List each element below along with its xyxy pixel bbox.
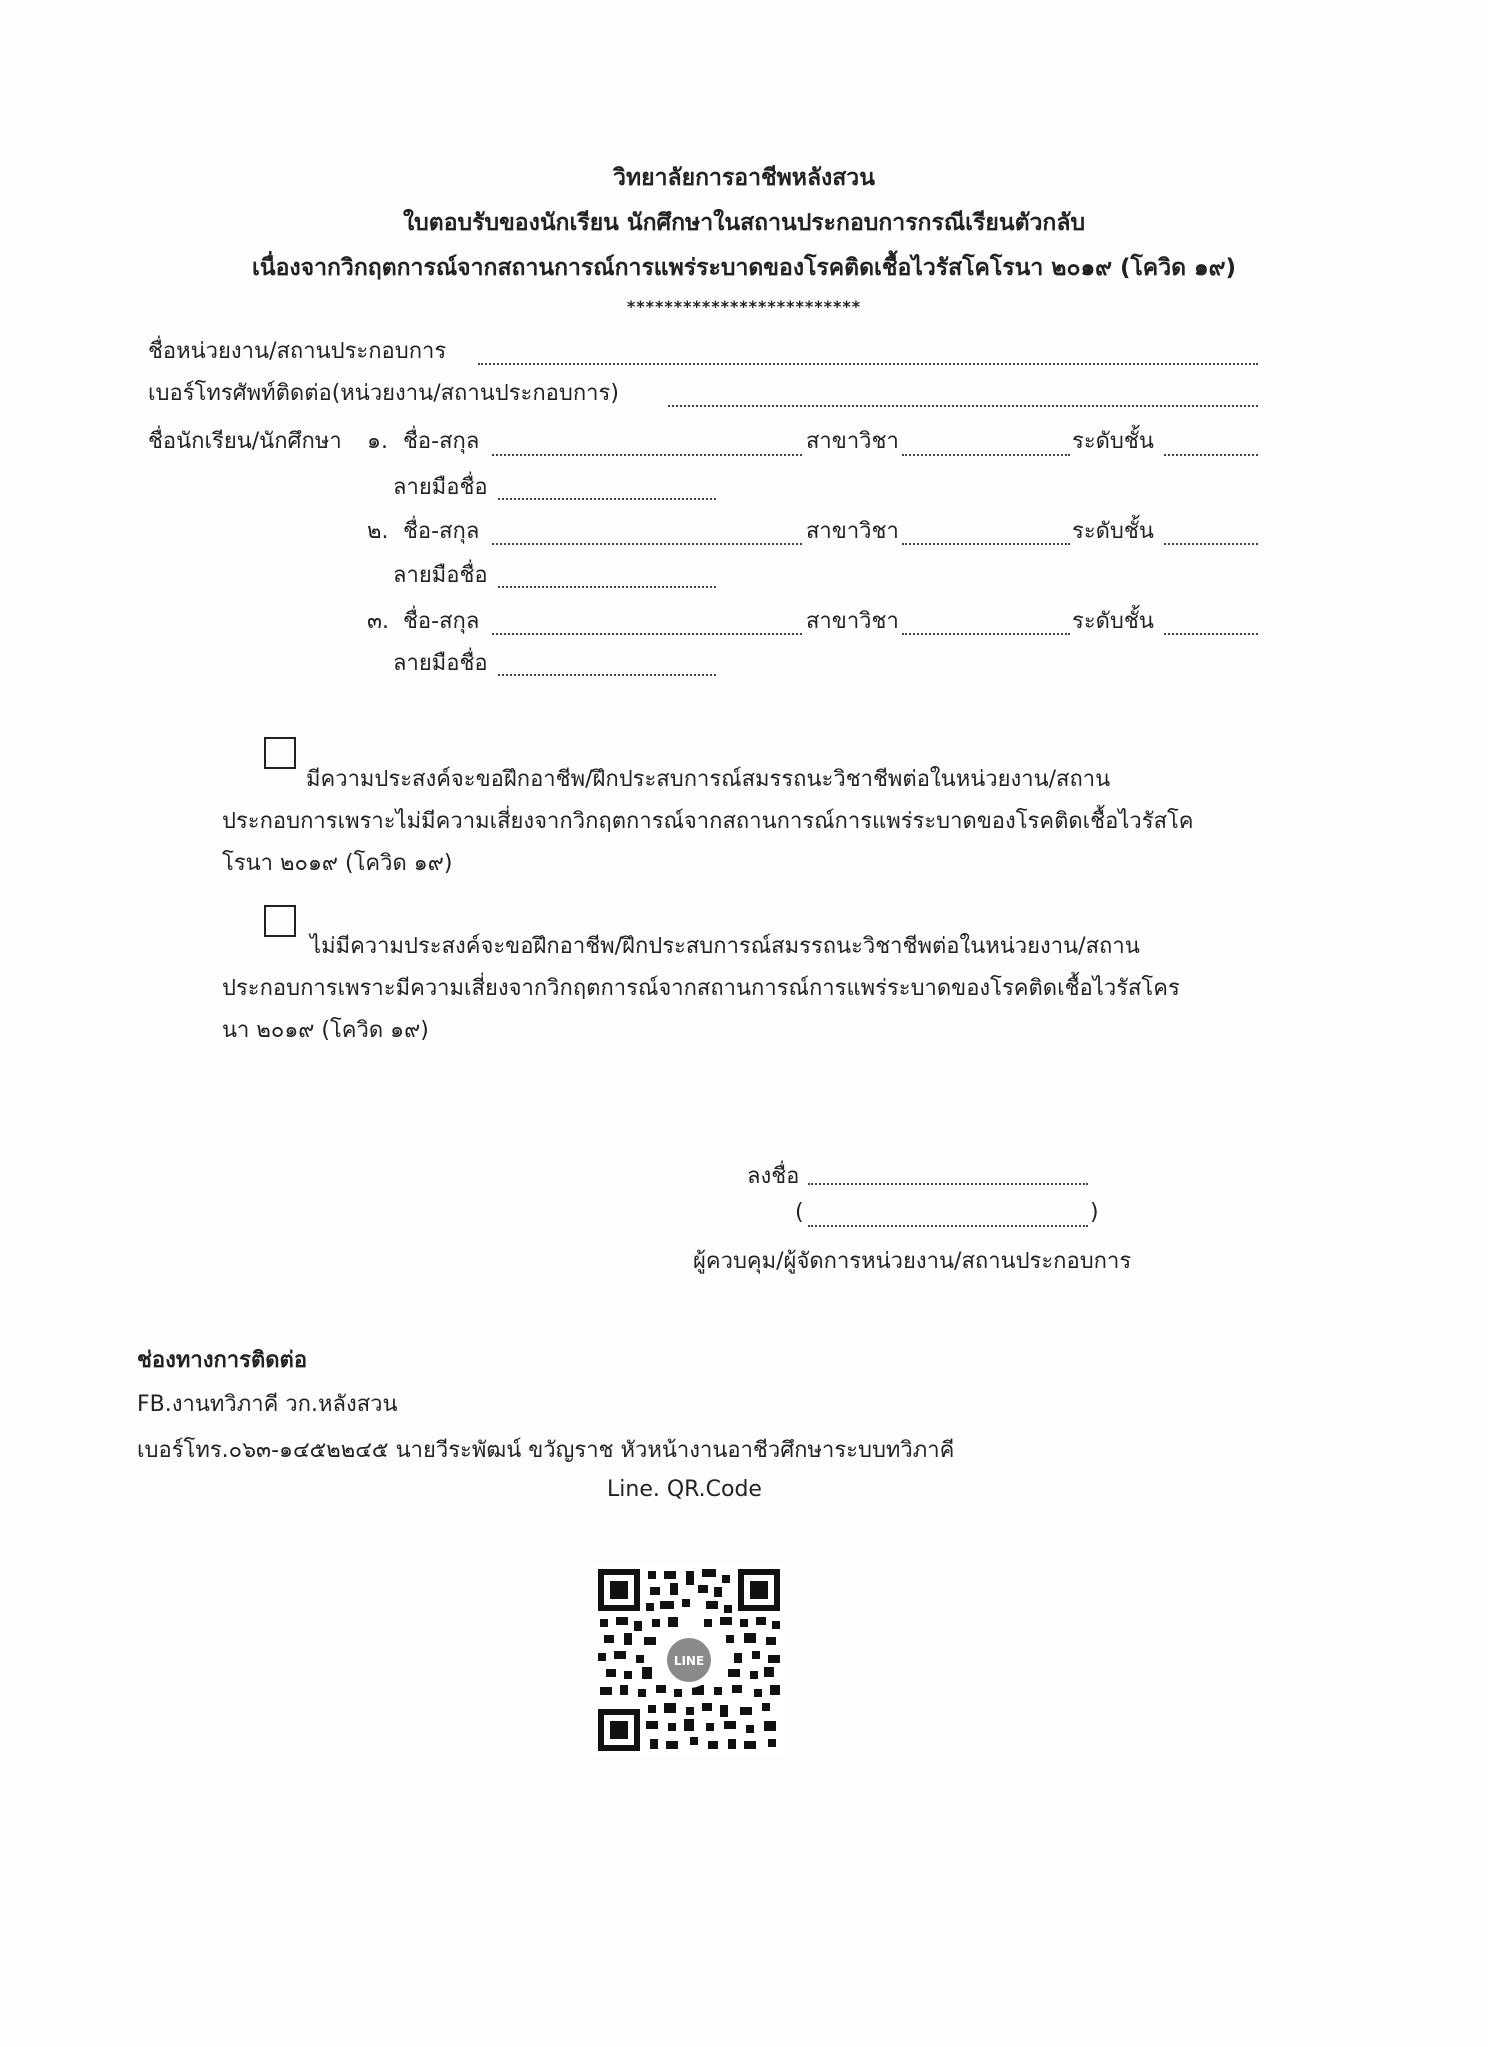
student-2-level-label: ระดับชั้น xyxy=(1072,519,1154,544)
option-2-line-3: นา ๒๐๑๙ (โควิด ๑๙) xyxy=(222,1018,429,1043)
student-1-signature-field[interactable] xyxy=(498,498,716,500)
qr-finder-top-right xyxy=(738,1569,780,1611)
org-field[interactable] xyxy=(478,363,1258,365)
student-3-signature-field[interactable] xyxy=(498,674,716,676)
student-3-major-label: สาขาวิชา xyxy=(806,609,899,634)
qr-finder-bottom-left xyxy=(598,1709,640,1751)
sign-name-open-paren: ( xyxy=(795,1200,804,1225)
phone-field[interactable] xyxy=(668,405,1258,407)
student-2-major-field[interactable] xyxy=(902,543,1070,545)
student-3-name-label: ชื่อ-สกุล xyxy=(403,609,480,634)
student-3-number: ๓. xyxy=(367,609,390,634)
student-2-signature-field[interactable] xyxy=(498,586,716,588)
qr-finder-top-left xyxy=(598,1569,640,1611)
phone-label: เบอร์โทรศัพท์ติดต่อ(หน่วยงาน/สถานประกอบการ) xyxy=(148,381,619,406)
student-2-signature-label: ลายมือชื่อ xyxy=(393,563,488,588)
option-2-checkbox[interactable] xyxy=(264,905,296,937)
signer-title: ผู้ควบคุม/ผู้จัดการหน่วยงาน/สถานประกอบการ xyxy=(693,1249,1132,1274)
option-1-checkbox[interactable] xyxy=(264,737,296,769)
students-label: ชื่อนักเรียน/นักศึกษา xyxy=(148,429,342,454)
contact-phone: เบอร์โทร.๐๖๓-๑๔๕๒๒๔๕ นายวีระพัฒน์ ขวัญราช หัวหน้างานอาชีวศึกษาระบบทวิภาคี xyxy=(137,1438,955,1463)
student-2-number: ๒. xyxy=(367,519,389,544)
option-1-line-2: ประกอบการเพราะไม่มีความเสี่ยงจากวิกฤตการณ์จากสถานการณ์การแพร่ระบาดของโรคติดเชื้อไวรัสโค xyxy=(222,809,1194,834)
org-label: ชื่อหน่วยงาน/สถานประกอบการ xyxy=(148,339,447,364)
sign-field[interactable] xyxy=(808,1183,1088,1185)
student-1-major-label: สาขาวิชา xyxy=(806,429,899,454)
student-1-number: ๑. xyxy=(367,429,388,454)
form-subtitle: เนื่องจากวิกฤตการณ์จากสถานการณ์การแพร่ระบาดของโรคติดเชื้อไวรัสโคโรนา ๒๐๑๙ (โควิด ๑๙) xyxy=(251,255,1237,281)
student-2-level-field[interactable] xyxy=(1164,543,1258,545)
student-1-name-label: ชื่อ-สกุล xyxy=(403,429,480,454)
separator-stars: ************************* xyxy=(626,297,862,316)
student-3-name-field[interactable] xyxy=(492,633,802,635)
student-1-name-field[interactable] xyxy=(492,454,802,456)
college-name: วิทยาลัยการอาชีพหลังสวน xyxy=(613,165,875,191)
option-2-line-2: ประกอบการเพราะมีความเสี่ยงจากวิกฤตการณ์จากสถานการณ์การแพร่ระบาดของโรคติดเชื้อไวรัสโคร xyxy=(222,976,1180,1001)
student-1-signature-label: ลายมือชื่อ xyxy=(393,475,488,500)
contact-heading: ช่องทางการติดต่อ xyxy=(137,1348,308,1373)
sign-name-field[interactable] xyxy=(808,1225,1088,1227)
contact-line-label: Line. QR.Code xyxy=(607,1477,762,1502)
sign-name-close-paren: ) xyxy=(1090,1200,1099,1225)
option-2-line-1: ไม่มีความประสงค์จะขอฝึกอาชีพ/ฝึกประสบการณ์สมรรถนะวิชาชีพต่อในหน่วยงาน/สถาน xyxy=(310,934,1140,959)
sign-label: ลงชื่อ xyxy=(747,1164,800,1189)
option-1-line-3: โรนา ๒๐๑๙ (โควิด ๑๙) xyxy=(222,851,453,876)
student-2-name-label: ชื่อ-สกุล xyxy=(403,519,480,544)
line-qr-code xyxy=(594,1565,784,1755)
student-3-major-field[interactable] xyxy=(902,633,1070,635)
student-1-level-label: ระดับชั้น xyxy=(1072,429,1154,454)
line-logo-icon xyxy=(661,1632,717,1688)
form-title: ใบตอบรับของนักเรียน นักศึกษาในสถานประกอบการกรณีเรียนตัวกลับ xyxy=(402,210,1086,236)
contact-facebook: FB.งานทวิภาคี วก.หลังสวน xyxy=(137,1392,398,1417)
line-logo-text: LINE xyxy=(673,1654,705,1668)
student-1-level-field[interactable] xyxy=(1164,454,1258,456)
student-1-major-field[interactable] xyxy=(902,454,1070,456)
student-2-major-label: สาขาวิชา xyxy=(806,519,899,544)
student-3-level-field[interactable] xyxy=(1164,633,1258,635)
option-1-line-1: มีความประสงค์จะขอฝึกอาชีพ/ฝึกประสบการณ์สมรรถนะวิชาชีพต่อในหน่วยงาน/สถาน xyxy=(306,767,1111,792)
student-3-signature-label: ลายมือชื่อ xyxy=(393,651,488,676)
student-2-name-field[interactable] xyxy=(492,543,802,545)
student-3-level-label: ระดับชั้น xyxy=(1072,609,1154,634)
